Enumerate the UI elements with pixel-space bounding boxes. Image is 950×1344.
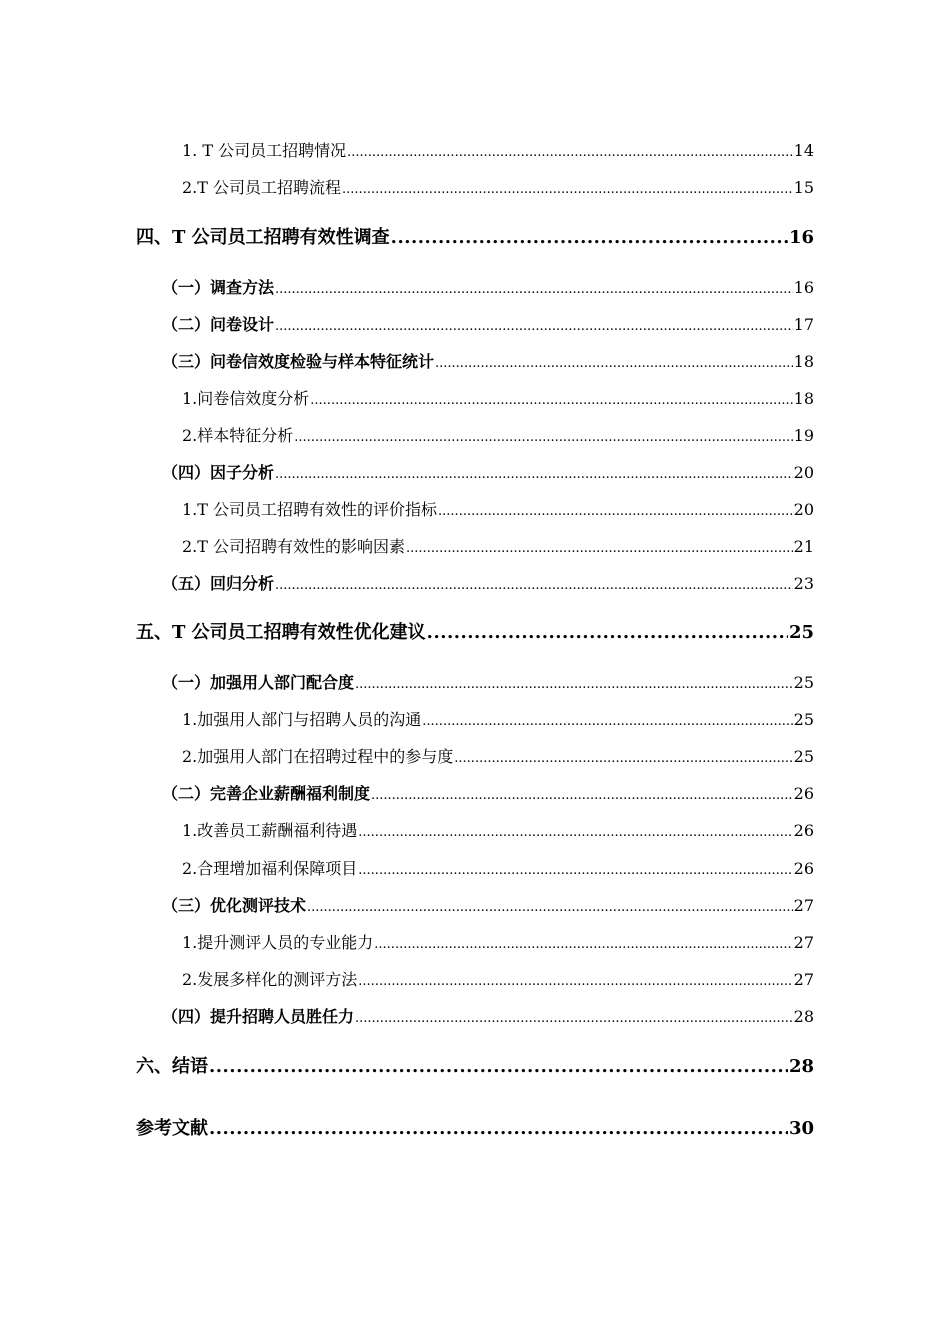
toc-entry-title: 2.发展多样化的测评方法: [182, 970, 358, 989]
toc-entry-page: 25: [788, 622, 814, 643]
toc-entry-page: 28: [793, 1007, 814, 1026]
toc-section-entry: [162, 781, 814, 803]
toc-entry-title: （四）因子分析: [162, 463, 275, 482]
toc-entry-page: 16: [788, 227, 814, 248]
toc-entry-page: 20: [793, 500, 814, 519]
toc-entry-page: 26: [793, 859, 814, 878]
toc-entry-page: 18: [793, 389, 814, 408]
toc-entry-title: 1.T 公司员工招聘有效性的评价指标: [182, 500, 438, 519]
toc-entry: [182, 930, 814, 952]
toc-entry: [182, 856, 814, 878]
toc-section-entry: [162, 571, 814, 593]
toc-entry: [182, 707, 814, 729]
toc-leader-dots: [347, 145, 793, 160]
toc-entry-title: （三）问卷信效度检验与样本特征统计: [162, 352, 435, 371]
toc-entry: [182, 175, 814, 197]
toc-leader-dots: [435, 356, 793, 371]
toc-entry-page: 21: [793, 537, 814, 556]
toc-entry-page: 25: [793, 747, 814, 766]
toc-entry-title: 1.加强用人部门与招聘人员的沟通: [182, 710, 422, 729]
toc-entry-title: 2.T 公司招聘有效性的影响因素: [182, 537, 406, 556]
toc-entry-page: 25: [793, 710, 814, 729]
toc-entry: [182, 423, 814, 445]
toc-entry-title: 2.加强用人部门在招聘过程中的参与度: [182, 747, 454, 766]
toc-leader-dots: [275, 578, 793, 593]
toc-entry-title: （二）完善企业薪酬福利制度: [162, 784, 371, 803]
toc-entry: [182, 138, 814, 160]
toc-leader-dots: [294, 430, 792, 445]
toc-leader-dots: [358, 974, 792, 989]
toc-section-entry: [162, 460, 814, 482]
toc-entry: [182, 967, 814, 989]
toc-entry-title: 参考文献: [136, 1118, 208, 1139]
toc-entry-title: 五、T 公司员工招聘有效性优化建议: [136, 622, 426, 643]
toc-leader-dots: [358, 825, 792, 840]
toc-section-entry: [162, 312, 814, 334]
toc-entry-page: 27: [793, 970, 814, 989]
toc-leader-dots: [209, 1118, 788, 1139]
toc-entry-page: 27: [793, 933, 814, 952]
toc-leader-dots: [371, 788, 793, 803]
toc-entry-title: （三）优化测评技术: [162, 896, 307, 915]
toc-entry-title: （五）回归分析: [162, 574, 275, 593]
toc-entry: [182, 744, 814, 766]
toc-entry-title: 1. T 公司员工招聘情况: [182, 141, 347, 160]
toc-entry: [182, 386, 814, 408]
toc-chapter-entry: [136, 223, 814, 249]
toc-entry: [182, 818, 814, 840]
toc-leader-dots: [374, 937, 792, 952]
toc-entry-title: （二）问卷设计: [162, 315, 275, 334]
toc-leader-dots: [355, 1011, 793, 1026]
toc-entry-page: 19: [793, 426, 814, 445]
toc-section-entry: [162, 670, 814, 692]
toc-leader-dots: [275, 319, 793, 334]
toc-leader-dots: [422, 714, 792, 729]
toc-entry-page: 30: [788, 1118, 814, 1139]
toc-entry-title: （一）调查方法: [162, 278, 275, 297]
toc-leader-dots: [342, 182, 793, 197]
toc-leader-dots: [310, 393, 792, 408]
toc-entry-title: 1.改善员工薪酬福利待遇: [182, 821, 358, 840]
toc-leader-dots: [358, 863, 792, 878]
toc-leader-dots: [438, 504, 793, 519]
toc-entry: [182, 534, 814, 556]
toc-leader-dots: [307, 900, 793, 915]
toc-section-entry: [162, 275, 814, 297]
toc-chapter-entry: [136, 618, 814, 644]
toc-leader-dots: [275, 282, 793, 297]
toc-entry-page: 14: [793, 141, 814, 160]
toc-entry-page: 20: [793, 463, 814, 482]
toc-entry-page: 26: [793, 784, 814, 803]
toc-leader-dots: [406, 541, 793, 556]
toc-entry-title: 六、结语: [136, 1056, 208, 1077]
toc-entry-page: 15: [793, 178, 814, 197]
toc-entry-page: 18: [793, 352, 814, 371]
toc-entry-title: 1.提升测评人员的专业能力: [182, 933, 374, 952]
toc-entry-page: 16: [793, 278, 814, 297]
toc-leader-dots: [209, 1056, 788, 1077]
toc-entry-page: 23: [793, 574, 814, 593]
toc-leader-dots: [275, 467, 793, 482]
toc-leader-dots: [454, 751, 792, 766]
toc-section-entry: [162, 349, 814, 371]
toc-leader-dots: [355, 677, 793, 692]
toc-entry-title: （一）加强用人部门配合度: [162, 673, 355, 692]
toc-leader-dots: [427, 622, 788, 643]
toc-entry-page: 26: [793, 821, 814, 840]
toc-section-entry: [162, 893, 814, 915]
toc-entry-title: （四）提升招聘人员胜任力: [162, 1007, 355, 1026]
toc-chapter-entry: [136, 1052, 814, 1078]
toc-entry: [182, 497, 814, 519]
toc-leader-dots: [391, 227, 788, 248]
toc-entry-page: 25: [793, 673, 814, 692]
toc-entry-page: 27: [793, 896, 814, 915]
toc-entry-title: 2.合理增加福利保障项目: [182, 859, 358, 878]
toc-section-entry: [162, 1004, 814, 1026]
toc-entry-page: 17: [793, 315, 814, 334]
toc-entry-title: 1.问卷信效度分析: [182, 389, 310, 408]
toc-entry-title: 四、T 公司员工招聘有效性调查: [136, 227, 390, 248]
toc-entry-page: 28: [788, 1056, 814, 1077]
toc-entry-title: 2.样本特征分析: [182, 426, 294, 445]
toc-entry-title: 2.T 公司员工招聘流程: [182, 178, 342, 197]
toc-chapter-entry: [136, 1114, 814, 1140]
